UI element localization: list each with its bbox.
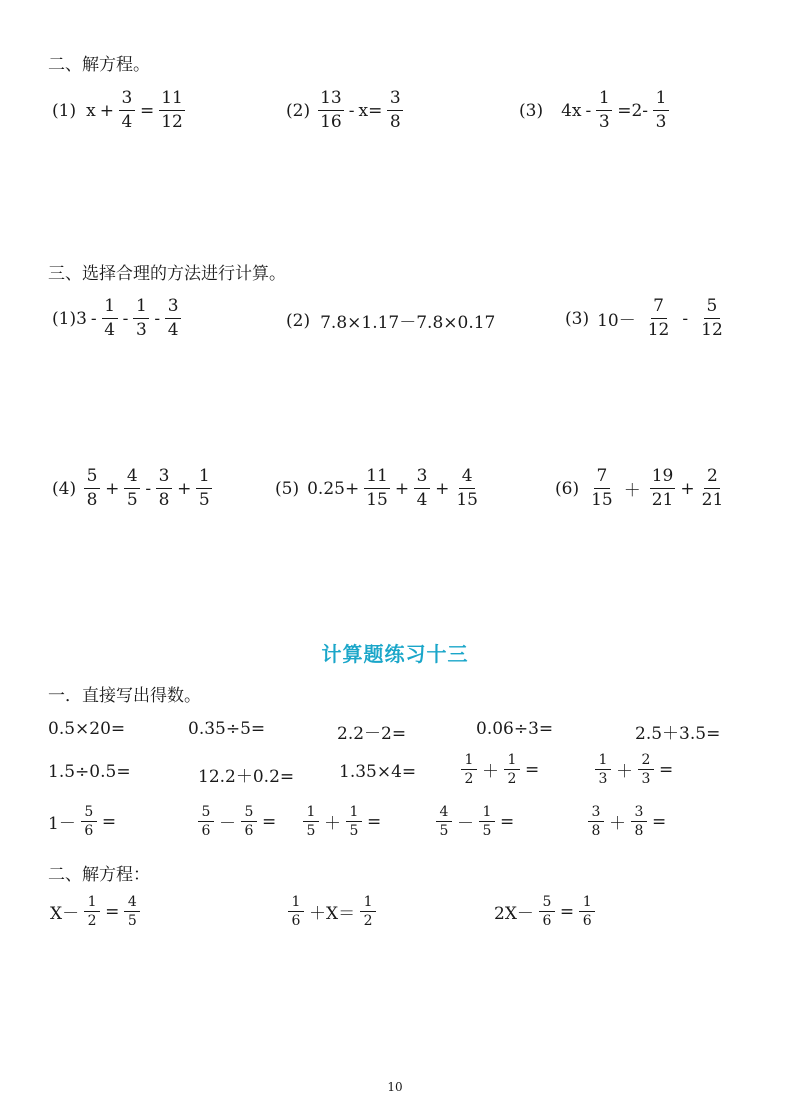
equals: = [500, 811, 515, 832]
fraction [119, 90, 135, 131]
numerator: 5 [241, 805, 257, 822]
fraction [504, 753, 520, 786]
operator: + [99, 100, 114, 121]
section-heading-quick-answers: 一．直接写出得数。 [48, 686, 201, 706]
problem-label: (1) [52, 100, 77, 121]
operator: - [585, 100, 592, 121]
denominator: 4 [167, 320, 179, 340]
variable: x= [358, 100, 383, 121]
denominator: 6 [244, 823, 254, 839]
numerator: 1 [303, 805, 319, 822]
fraction [124, 895, 140, 928]
term: 0.25+ [307, 478, 360, 499]
numerator: 2 [704, 468, 720, 489]
problem-label: (5) [275, 478, 300, 499]
numerator: 4 [459, 468, 475, 489]
equals: = [101, 811, 117, 832]
variable: x [86, 100, 96, 121]
denominator: 5 [126, 490, 138, 510]
denominator: 4 [416, 490, 428, 510]
numerator: 1 [84, 895, 100, 912]
fraction [589, 468, 615, 509]
fraction [588, 805, 604, 838]
numerator: 5 [704, 298, 720, 319]
problem-label: (4) [52, 478, 77, 499]
equation-2 [284, 90, 406, 131]
operator: + [105, 478, 120, 499]
problem-label: (2) [286, 310, 311, 331]
fraction [84, 468, 100, 509]
operator: + [680, 478, 695, 499]
equation-x-3 [494, 895, 598, 928]
term: X－ [50, 904, 80, 924]
quick-fraction-item [433, 805, 516, 838]
denominator: 5 [198, 490, 210, 510]
fraction [159, 90, 185, 131]
problem-label: (1)3 [52, 308, 87, 329]
fraction [124, 468, 140, 509]
equals: = [367, 811, 382, 832]
fraction [646, 298, 672, 339]
equation-x-1 [50, 895, 143, 928]
numerator: 1 [360, 895, 376, 912]
fraction [414, 468, 430, 509]
equation-1 [50, 90, 188, 131]
numerator: 11 [364, 468, 390, 489]
denominator: 15 [456, 490, 478, 510]
section-heading-solve-equations: 二、解方程。 [48, 55, 150, 75]
denominator: 3 [655, 112, 667, 132]
denominator: 3 [641, 771, 651, 787]
term: ＋X＝ [309, 904, 356, 924]
numerator: 3 [631, 805, 647, 822]
problem-label: (3) [565, 308, 590, 329]
operator: － [457, 814, 474, 834]
problem-label: (3) [519, 100, 544, 121]
calc-problem-4 [50, 468, 215, 509]
denominator: 5 [306, 823, 316, 839]
equation-x-2 [285, 895, 379, 928]
denominator: 16 [320, 112, 342, 132]
denominator: 6 [582, 913, 592, 929]
denominator: 21 [701, 490, 724, 510]
fraction [650, 468, 676, 509]
numerator: 1 [504, 753, 520, 770]
fraction [318, 90, 344, 131]
equals: = [262, 811, 277, 832]
denominator: 6 [201, 823, 211, 839]
numerator: 7 [651, 298, 667, 319]
calc-problem-6 [553, 468, 728, 509]
numerator: 5 [539, 895, 555, 912]
term: 10－ [597, 311, 636, 331]
fraction [638, 753, 654, 786]
fraction [241, 805, 257, 838]
numerator: 1 [346, 805, 362, 822]
page-number: 10 [387, 1080, 403, 1094]
numerator: 4 [124, 895, 140, 912]
fraction [479, 805, 495, 838]
denominator: 12 [701, 320, 723, 340]
fraction [346, 805, 362, 838]
quick-item: 0.5×20= [48, 719, 126, 739]
numerator: 1 [596, 90, 612, 111]
fraction [595, 753, 611, 786]
numerator: 3 [387, 90, 403, 111]
fraction [303, 805, 319, 838]
fraction [699, 298, 725, 339]
worksheet-title: 计算题练习十三 [321, 642, 469, 666]
equals: = [659, 759, 674, 780]
denominator: 5 [482, 823, 492, 839]
quick-item: 1.5÷0.5= [48, 762, 131, 782]
denominator: 6 [542, 913, 552, 929]
denominator: 3 [135, 320, 147, 340]
right-side: =2- [617, 100, 649, 121]
numerator: 3 [588, 805, 604, 822]
term: 4x [561, 100, 582, 121]
denominator: 2 [464, 771, 474, 787]
operator: ＋ [609, 814, 626, 834]
operator: ＋ [623, 481, 641, 501]
numerator: 1 [479, 805, 495, 822]
problem-label: (6) [555, 478, 580, 499]
numerator: 19 [650, 468, 676, 489]
quick-fraction-item [585, 805, 668, 838]
operator: + [394, 478, 410, 499]
fraction [133, 298, 149, 339]
section-heading-solve-equations-2: 二、解方程： [48, 865, 150, 885]
denominator: 15 [591, 490, 613, 510]
fraction [387, 90, 403, 131]
quick-item: 1.35×4= [339, 762, 417, 782]
denominator: 15 [366, 490, 388, 510]
denominator: 8 [591, 823, 601, 839]
fraction [631, 805, 647, 838]
operator: + [435, 478, 450, 499]
numerator: 5 [198, 805, 214, 822]
quick-item: 0.35÷5= [188, 719, 266, 739]
operator: - [348, 100, 355, 121]
fraction [596, 90, 612, 131]
denominator: 12 [161, 112, 183, 132]
quick-item: 0.06÷3= [476, 719, 554, 739]
denominator: 8 [158, 490, 170, 510]
operator: - [145, 478, 152, 499]
numerator: 2 [638, 753, 654, 770]
calc-problem-5 [273, 468, 483, 509]
equals: = [105, 901, 120, 922]
numerator: 7 [594, 468, 610, 489]
fraction [653, 90, 669, 131]
operator: ＋ [324, 814, 341, 834]
fraction [454, 468, 480, 509]
equals: = [652, 811, 667, 832]
numerator: 1 [102, 298, 118, 319]
denominator: 21 [651, 490, 674, 510]
quick-fraction-item [48, 805, 118, 838]
numerator: 3 [165, 298, 181, 319]
denominator: 6 [291, 913, 301, 929]
fraction [539, 895, 555, 928]
denominator: 2 [87, 913, 97, 929]
denominator: 2 [507, 771, 517, 787]
denominator: 5 [349, 823, 359, 839]
numerator: 5 [84, 468, 100, 489]
numerator: 3 [156, 468, 172, 489]
fraction [288, 895, 304, 928]
equals: = [525, 759, 540, 780]
numerator: 11 [159, 90, 185, 111]
numerator: 1 [461, 753, 477, 770]
denominator: 6 [84, 823, 94, 839]
fraction [364, 468, 390, 509]
quick-item: 2.5＋3.5= [635, 724, 721, 744]
quick-fraction-item [458, 753, 541, 786]
denominator: 5 [439, 823, 449, 839]
denominator: 8 [634, 823, 644, 839]
equals: = [559, 901, 575, 922]
numerator: 1 [196, 468, 212, 489]
fraction [461, 753, 477, 786]
term: 2X－ [494, 904, 534, 924]
numerator: 4 [124, 468, 140, 489]
denominator: 3 [598, 112, 610, 132]
numerator: 1 [288, 895, 304, 912]
fraction [360, 895, 376, 928]
fraction [81, 805, 97, 838]
expression: 7.8×1.17－7.8×0.17 [320, 313, 496, 333]
operator: + [177, 478, 192, 499]
operator: ＋ [482, 762, 499, 782]
equals: = [139, 100, 155, 121]
numerator: 5 [81, 805, 97, 822]
operator: - [90, 308, 97, 329]
fraction [196, 468, 212, 509]
operator: － [219, 814, 236, 834]
denominator: 3 [598, 771, 608, 787]
numerator: 1 [653, 90, 669, 111]
fraction [436, 805, 452, 838]
numerator: 13 [318, 90, 344, 111]
numerator: 1 [579, 895, 595, 912]
fraction [198, 805, 214, 838]
operator: - [122, 308, 129, 329]
numerator: 1 [595, 753, 611, 770]
term: 1－ [48, 814, 76, 834]
calc-problem-3 [563, 298, 728, 339]
operator: ＋ [616, 762, 633, 782]
section-heading-calculate: 三、选择合理的方法进行计算。 [48, 264, 286, 284]
denominator: 4 [104, 320, 116, 340]
denominator: 12 [647, 320, 670, 340]
problem-label: (2) [286, 100, 311, 121]
denominator: 5 [127, 913, 137, 929]
denominator: 8 [86, 490, 98, 510]
equation-3 [517, 90, 672, 131]
denominator: 4 [121, 112, 133, 132]
quick-item: 12.2＋0.2= [198, 767, 295, 787]
fraction [102, 298, 118, 339]
numerator: 3 [119, 90, 135, 111]
fraction [165, 298, 181, 339]
fraction [700, 468, 726, 509]
operator: - [682, 308, 689, 329]
quick-item: 2.2－2= [337, 724, 407, 744]
denominator: 8 [389, 112, 401, 132]
calc-problem-1 [50, 298, 184, 339]
quick-fraction-item [300, 805, 383, 838]
calc-problem-2 [284, 308, 497, 333]
fraction [579, 895, 595, 928]
quick-fraction-item [195, 805, 278, 838]
denominator: 2 [363, 913, 373, 929]
numerator: 3 [414, 468, 430, 489]
operator: - [154, 308, 161, 329]
fraction [156, 468, 172, 509]
numerator: 1 [133, 298, 149, 319]
numerator: 4 [436, 805, 452, 822]
quick-fraction-item [592, 753, 675, 786]
fraction [84, 895, 100, 928]
